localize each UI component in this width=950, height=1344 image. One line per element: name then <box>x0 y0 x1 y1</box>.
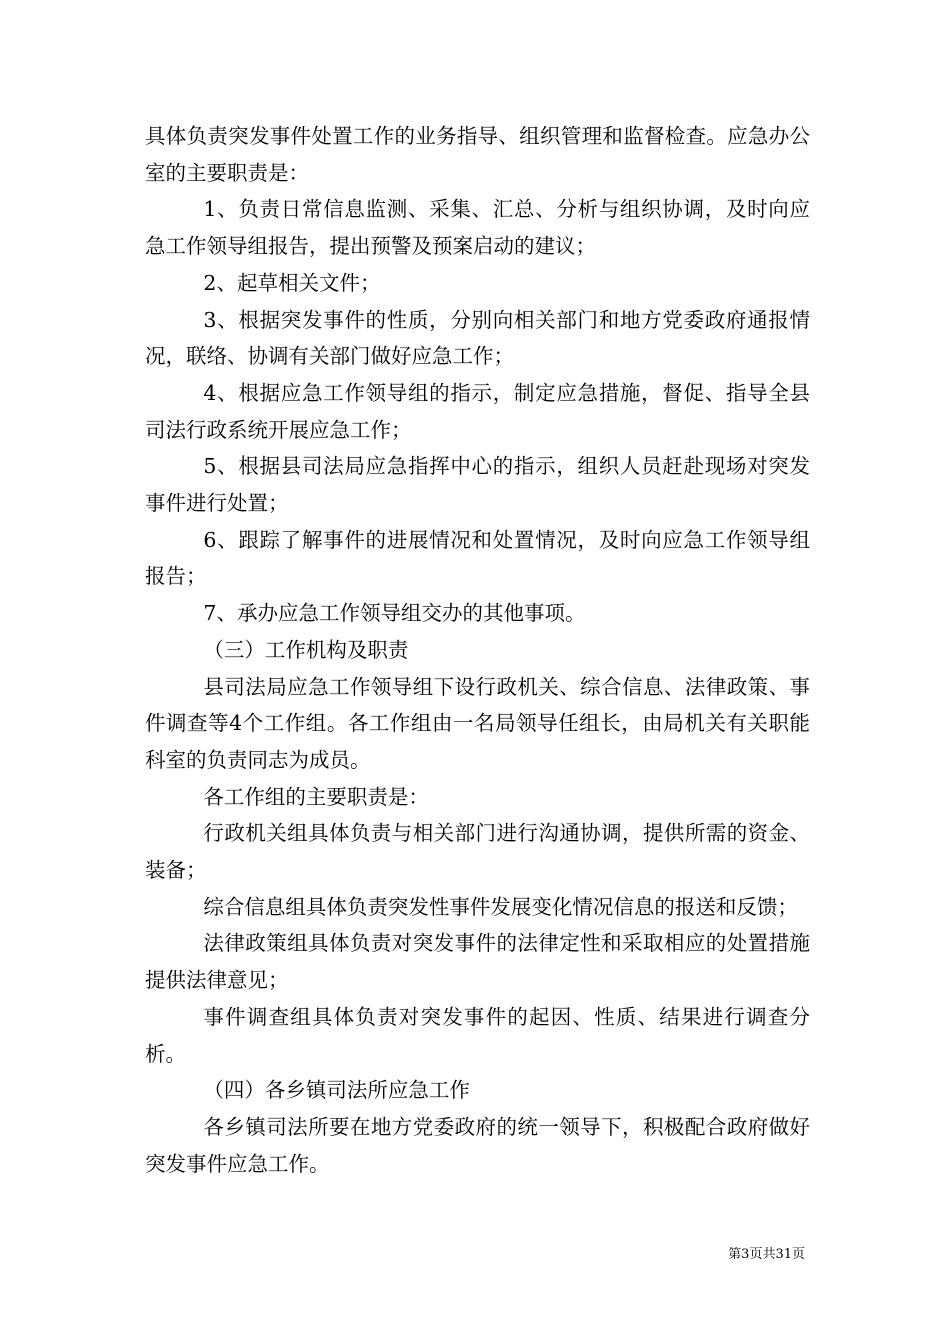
paragraph: （四）各乡镇司法所应急工作 <box>203 1078 470 1103</box>
paragraph: 3、根据突发事件的性质，分别向相关部门和地方党委政府通报情况，联络、协调有关部门做好应急工作； <box>145 307 810 369</box>
paragraph: 综合信息组具体负责突发性事件发展变化情况信息的报送和反馈； <box>203 894 798 919</box>
paragraph: 各乡镇司法所要在地方党委政府的统一领导下，积极配合政府做好突发事件应急工作。 <box>145 1114 810 1176</box>
paragraph: 具体负责突发事件处置工作的业务指导、组织管理和监督检查。应急办公室的主要职责是： <box>145 124 810 185</box>
paragraph: 7、承办应急工作领导组交办的其他事项。 <box>203 601 586 626</box>
paragraph: 各工作组的主要职责是： <box>203 784 429 809</box>
paragraph: 4、根据应急工作领导组的指示，制定应急措施，督促、指导全县司法行政系统开展应急工作； <box>145 380 810 442</box>
paragraph: 2、起草相关文件； <box>203 270 381 295</box>
page-number: 第3页共31页 <box>728 1247 805 1262</box>
paragraph: 1、负责日常信息监测、采集、汇总、分析与组织协调，及时向应急工作领导组报告，提出预警及预案启动的建议； <box>145 197 810 259</box>
paragraph: 5、根据县司法局应急指挥中心的指示，组织人员赶赴现场对突发事件进行处置； <box>145 454 810 516</box>
paragraph: 县司法局应急工作领导组下设行政机关、综合信息、法律政策、事件调查等4个工作组。各工作组由一名局领导任组长，由局机关有关职能科室的负责同志为成员。 <box>145 674 810 772</box>
document-body <box>145 118 810 1182</box>
paragraph: 6、跟踪了解事件的进展情况和处置情况，及时向应急工作领导组报告； <box>145 527 810 589</box>
paragraph: （三）工作机构及职责 <box>203 637 409 662</box>
paragraph: 法律政策组具体负责对突发事件的法律定性和采取相应的处置措施提供法律意见； <box>145 931 810 993</box>
paragraph: 行政机关组具体负责与相关部门进行沟通协调，提供所需的资金、装备； <box>145 821 810 883</box>
paragraph: 事件调查组具体负责对突发事件的起因、性质、结果进行调查分析。 <box>145 1004 810 1066</box>
